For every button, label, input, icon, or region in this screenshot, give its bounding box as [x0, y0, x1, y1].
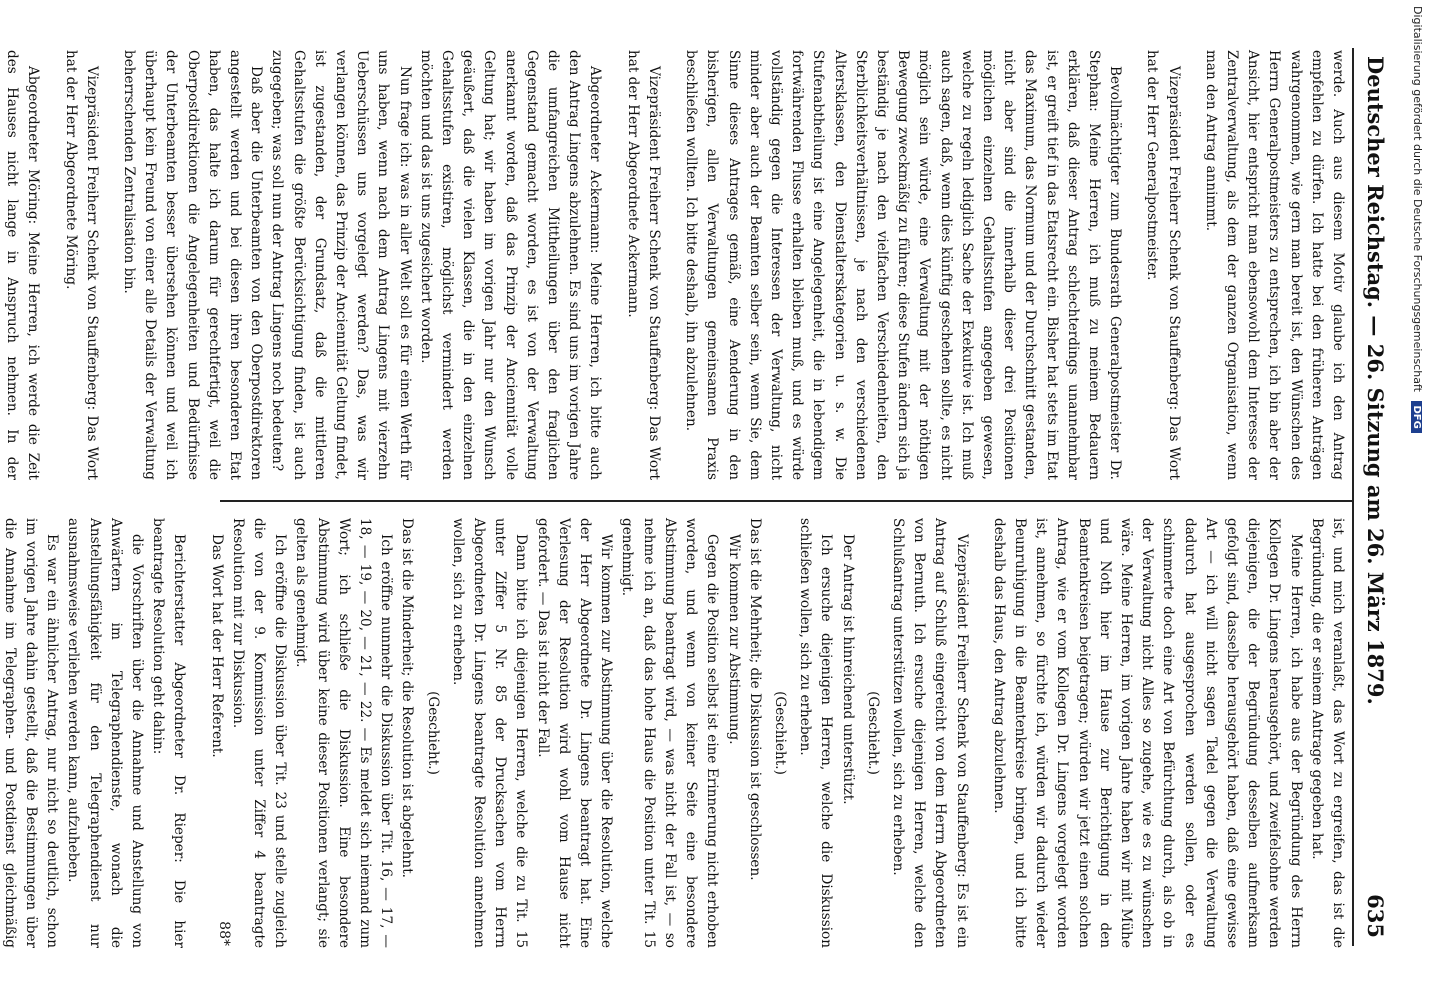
paragraph: Wir kommen zur Abstimmung.	[725, 534, 742, 745]
paragraph: Das Wort hat der Herr Referent.	[208, 534, 225, 758]
page-header	[1352, 48, 1394, 946]
paragraph: Wir kommen zur Abstimmung über die Resolution, welche der Herr Abgeordnete Dr. Lingens beantragt hat. Eine Verlesung der Resolution wird wohl vom Hause nicht gefordert. — Das ist nicht der Fall.	[534, 518, 615, 948]
paragraph: (Geschieht.)	[771, 691, 788, 775]
paragraph: Das ist die Minderheit; die Resolution ist abgelehnt.	[399, 518, 416, 878]
left-column	[4, 50, 1348, 480]
running-title: Deutscher Reichstag. — 26. Sitzung am 26. März 1879.	[1363, 56, 1388, 705]
dfg-logo: DFG	[1411, 401, 1422, 432]
paragraph: Vizepräsident Freiherr Schenk von Stauffenberg: Das Wort hat der Herr Abgeordnete Möring.	[62, 50, 100, 480]
paragraph: die Vorschriften über die Annahme und Anstellung von Anwärtern im Telegraphendienste, wonach die Anstellungsfähigkeit für den Telegraphendienst nur ausnahmsweise verliehen werden kann, aufzuheben.	[65, 518, 146, 948]
right-column	[1, 518, 1348, 948]
paragraph: Vizepräsident Freiherr Schenk von Stauffenberg: Es ist ein Antrag auf Schluß eingereicht von dem Herrn Abgeordneten von Bernuth. Ich ersuche diejenigen Herren, welche den Schlußantrag unterstützen wollen, sich zu erheben.	[889, 518, 970, 948]
paragraph: Der Antrag ist hinreichend unterstützt.	[839, 534, 856, 805]
paragraph: Ich eröffne die Diskussion über Tit. 23 und stelle zugleich die von der 9. Kommission unter Ziffer 4 beantragte Resolution mit zur Diskussion.	[229, 518, 289, 948]
paragraph: Gegen die Position selbst ist eine Erinnerung nicht erhoben worden, und wenn von keiner Seite eine besondere Abstimmung beantragt wird, — was nicht der Fall ist, — so nehme ich an, daß das hohe Haus die Position unter Tit. 15 genehmigt.	[619, 518, 721, 948]
paragraph: Abgeordneter Ackermann: Meine Herren, ich bitte auch den Antrag Lingens abzulehnen. Es sind uns im vorigen Jahre die umfangreichen Mittheilungen über den fraglichen Gegenstand gemacht worden, es ist von der Verwaltung anerkannt worden, daß das Prinzip der Anciennität volle Geltung hat; wir haben im vorigen Jahr nur den Wunsch geäußert, daß die vielen Klassen, die in den einzelnen Gehaltsstufen existiren, möglichst vermindert werden möchten und das ist uns zugesichert worden.	[417, 50, 604, 480]
column-divider	[220, 500, 1352, 502]
paragraph: Daß aber die Unterbeamten von den Oberpostdirektoren angestellt werden und bei diesen ihren besonderen Etat haben, das halte ich darum für gerechtfertigt, weil die Oberpostdirektionen die Angelegenheiten und Bedürfnisse der Unterbeamten besser übersehen können und weil ich überhaupt kein Freund von einer alle Details der Verwaltung beherrschenden Zentralisation bin.	[121, 50, 265, 480]
page-number: 635	[1363, 894, 1388, 938]
paragraph: Vizepräsident Freiherr Schenk von Stauffenberg: Das Wort hat der Herr Generalpostmeister.	[1144, 50, 1182, 480]
paragraph: (Geschieht.)	[864, 691, 881, 775]
paragraph: Bevollmächtigter zum Bundesrath Generalpostmeister Dr. Stephan: Meine Herren, ich muß zu meinem Bedauern erklären, daß dieser Antrag schlechterdings unannehmbar ist, er greift tief in das Etatsrecht ein. Bisher hat stets im Etat das Maximum, das Normum und der Durchschnitt gestanden, nicht aber sind die innerhalb dieser drei Positionen möglichen einzelnen Gehaltsstufen angegeben gewesen, welche zu regeln lediglich Sache der Exekutive ist. Ich muß auch sagen, daß, wenn dies künftig geschehen sollte, es nicht möglich sein würde, eine Verwaltung mit der nöthigen Bewegung zweckmäßig zu führen; diese Stufen ändern sich ja beständig je nach den vielfachen Verschiedenheiten, den Sterblichkeitsverhältnissen, je nach den verschiedenen Altersklassen, den Dienstalterskategorien u. s. w. Die Stufenabtheilung ist eine Angelegenheit, die in lebendigem fortwährenden Flusse erhalten bleiben muß, und es würde vollständig gegen die Interessen der Verwaltung, nicht minder aber auch der Beamten selber sein, wenn Sie, dem Sinne dieses Antrages gemäß, eine Aenderung in den bisherigen, allen Verwaltungen gemeinsamen Praxis beschließen wollten. Ich bitte deshalb, ihn abzulehnen.	[683, 50, 1124, 480]
paragraph: Vizepräsident Freiherr Schenk von Stauffenberg: Das Wort hat der Herr Abgeordnete Ackermann.	[624, 50, 662, 480]
paragraph: Dann bitte ich diejenigen Herren, welche die zu Tit. 15 unter Ziffer 5 Nr. 85 der Drucksachen vom Herrn Abgeordneten Dr. Lingens beantragte Resolution annehmen wollen, sich zu erheben.	[449, 518, 530, 948]
paragraph: Ich ersuche diejenigen Herren, welche die Diskussion schließen wollen, sich zu erheben.	[797, 518, 835, 948]
paragraph: Abgeordneter Möring: Meine Herren, ich werde die Zeit des Hauses nicht lange in Anspruch nehmen. In der	[4, 50, 42, 480]
paragraph: (Geschieht.)	[424, 691, 441, 775]
paragraph: werde. Auch aus diesem Motiv glaube ich den Antrag empfehlen zu dürfen. Ich hatte bei den früheren Anträgen wahrgenommen, wie gern man bereit ist, den Wünschen des Herrn Generalpostmeisters zu entsprechen, ich bin aber der Ansicht, hier entspricht man ebensowohl dem Interesse der Zentralverwaltung, als dem der ganzen Organisation, wenn man den Antrag annimmt.	[1202, 50, 1346, 480]
paragraph: ist, und mich veranlaßt, das Wort zu ergreifen, das ist die Begründung, die er seinem Antrage gegeben hat.	[1308, 518, 1346, 948]
paragraph: Das ist die Mehrheit; die Diskussion ist geschlossen.	[746, 518, 763, 881]
paragraph: Meine Herren, ich habe aus der Begründung des Herrn Kollegen Dr. Lingens herausgehört, und zweifelsohne werden diejenigen, die der Begründung desselben aufmerksam gefolgt sind, dasselbe herausgehört haben, daß eine gewisse Art — ich will nicht sagen Tadel gegen die Verwaltung dadurch hat ausgesprochen werden sollen, oder es schimmerte doch eine Art von Befürchtung durch, als ob in der Verwaltung nicht Alles so zugehe, wie es zu wünschen wäre. Meine Herren, im vorigen Jahre haben wir mit Mühe und Noth hier im Hause zur Berichtigung in den Beamtenkreisen beigetragen; würden wir jetzt einen solchen Antrag, wie er vom Kollegen Dr. Lingens vorgelegt worden ist, annehmen, so fürchte ich, würden wir dadurch wieder Beunruhigung in die Beamtenkreise bringen, und ich bitte deshalb das Haus, den Antrag abzulehnen.	[990, 518, 1304, 948]
paragraph: Es war ein ähnlicher Antrag, nur nicht so deutlich, schon im vorigen Jahre dahin gestellt, daß die Bestimmungen über die Annahme im Telegraphen- und Postdienst gleichmäßig	[1, 518, 61, 948]
stamp-text: Digitalisierung gefördert durch die Deutsche Forschungsgemeinschaft	[1411, 6, 1424, 392]
signature-mark: 88*	[216, 921, 232, 946]
paragraph: Berichterstatter Abgeordneter Dr. Rieper: Die hier beantragte Resolution geht dahin:	[150, 518, 188, 948]
paragraph: Ich eröffne nunmehr die Diskussion über Tit. 16, — 17, — 18, — 19, — 20, — 21, — 22. — Es meldet sich niemand zum Wort; ich schließe die Diskussion. Eine besondere Abstimmung wird über keine dieser Positionen verlangt; sie gelten als genehmigt.	[293, 518, 395, 948]
digitization-stamp	[1400, 0, 1432, 1000]
paragraph: Nun frage ich: was in aller Welt soll es für einen Werth für uns haben, wenn nach dem Antrag Lingens mit vierzehn Ueberschüssen uns vorgelegt werden? Das, was wir verlangen können, das Prinzip der Anciennität Geltung findet, ist zugestanden, der Grundsatz, daß die mittleren Gehaltsstufen die größte Berücksichtigung finden, ist auch zugegeben; was soll nun der Antrag Lingens noch bedeuten?	[269, 50, 413, 480]
